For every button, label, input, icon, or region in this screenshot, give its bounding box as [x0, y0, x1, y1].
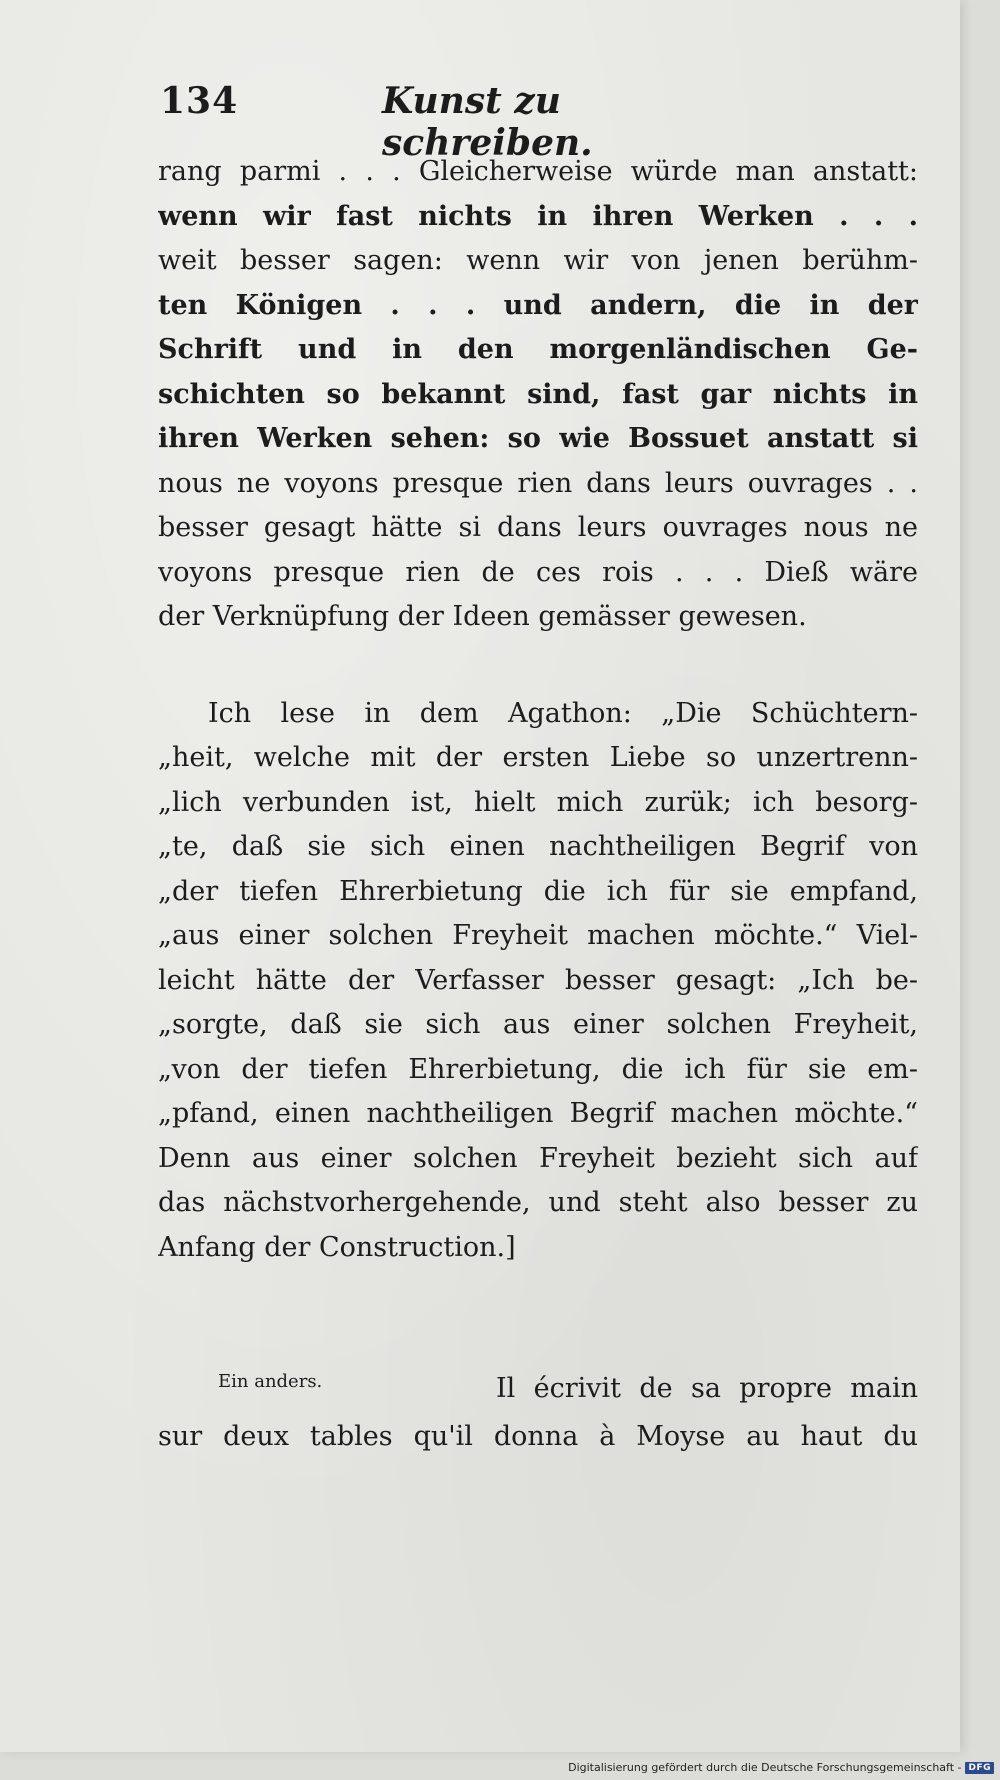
paragraph-1: [158, 150, 918, 640]
text-line: „aus einer solchen Freyheit machen möchte.“ Viel-: [158, 920, 918, 951]
text-line: schichten so bekannt sind, fast gar nichts in: [158, 378, 918, 410]
text-line: weit besser sagen: wenn wir von jenen berühm-: [158, 245, 918, 276]
paragraph-gap: [158, 640, 918, 692]
text-line: Schrift und in den morgenländischen Ge-: [158, 334, 918, 365]
text-line: „lich verbunden ist, hielt mich zurük; ich besorg-: [158, 786, 918, 818]
page-number: 134: [160, 80, 239, 122]
section-first-row: [158, 1365, 918, 1413]
text-line: Ich lese in dem Agathon: „Die Schüchtern-: [208, 697, 918, 729]
text-line: Il écrivit de sa propre main: [496, 1373, 918, 1404]
text-line: rang parmi . . . Gleicherweise würde man anstatt:: [158, 156, 918, 187]
margin-label: Ein anders.: [218, 1371, 323, 1392]
text-line: „sorgte, daß sie sich aus einer solchen Freyheit,: [158, 1009, 918, 1040]
text-line: „pfand, einen nachtheiligen Begrif machen möchte.“: [158, 1098, 918, 1129]
footer-credit: Digitalisierung gefördert durch die Deutsche Forschungsgemeinschaft -: [568, 1761, 962, 1774]
text-line: sur deux tables qu'il donna à Moyse au haut du: [158, 1421, 918, 1452]
text-line: ten Königen . . . und andern, die in der: [158, 289, 918, 321]
text-line: wenn wir fast nichts in ihren Werken . . .: [158, 200, 918, 232]
body-text: [158, 150, 918, 1270]
text-line: besser gesagt hätte si dans leurs ouvrages nous ne: [158, 512, 918, 543]
text-line: der Verknüpfung der Ideen gemässer gewesen.: [158, 601, 807, 632]
text-line: „te, daß sie sich einen nachtheiligen Begrif von: [158, 831, 918, 862]
section-ein-anders: [158, 1365, 918, 1461]
running-head: Kunst zu schreiben.: [382, 80, 593, 164]
text-line: voyons presque rien de ces rois . . . Dieß wäre: [158, 556, 918, 588]
page-header: [160, 80, 720, 164]
text-line: Anfang der Construction.]: [158, 1231, 516, 1263]
text-line: „von der tiefen Ehrerbietung, die ich für sie em-: [158, 1053, 918, 1085]
digitization-footer: [568, 1761, 994, 1774]
paragraph-2: [158, 692, 918, 1271]
text-line: Denn aus einer solchen Freyheit bezieht sich auf: [158, 1142, 918, 1174]
dfg-logo-icon: DFG: [965, 1762, 994, 1774]
text-line: nous ne voyons presque rien dans leurs ouvrages . .: [158, 467, 918, 499]
text-line: „der tiefen Ehrerbietung die ich für sie empfand,: [158, 875, 918, 907]
text-line: „heit, welche mit der ersten Liebe so unzertrenn-: [158, 742, 918, 773]
text-line: das nächstvorhergehende, und steht also besser zu: [158, 1187, 918, 1218]
text-line: ihren Werken sehen: so wie Bossuet anstatt si: [158, 423, 918, 454]
text-line: leicht hätte der Verfasser besser gesagt: „Ich be-: [158, 964, 918, 996]
